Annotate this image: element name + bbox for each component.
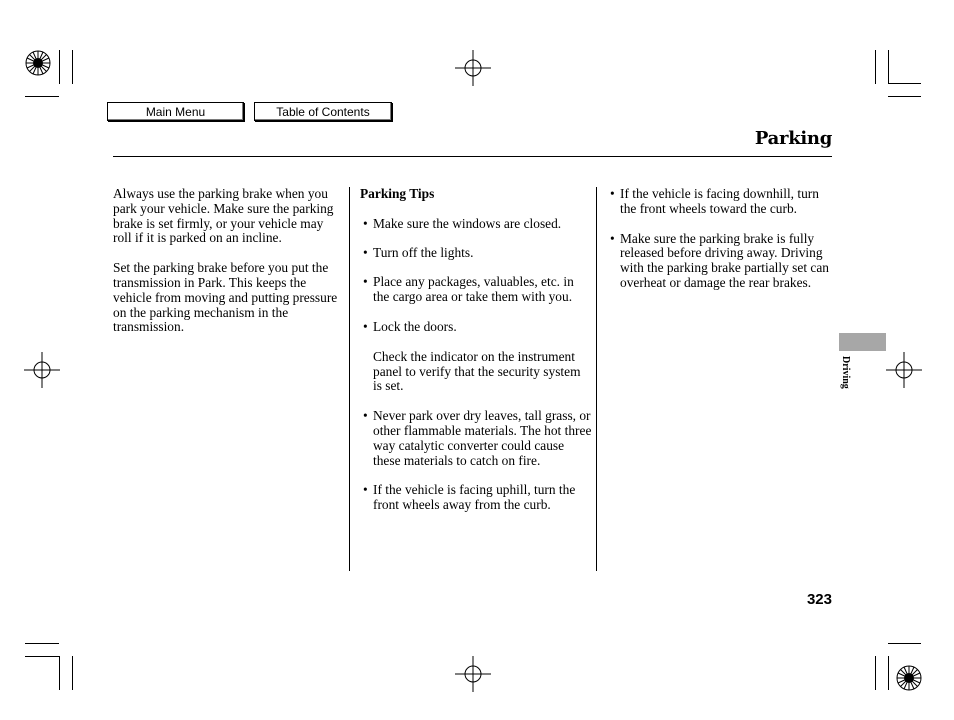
list-item-text: Make sure the parking brake is fully released before driving away. Driving with the parking brake partially set can overheat or damage the rear brakes. — [620, 230, 829, 290]
registration-target-icon — [455, 50, 491, 86]
list-item — [607, 232, 832, 291]
list-item-text: If the vehicle is facing downhill, turn the front wheels toward the curb. — [620, 186, 819, 216]
parking-tips-column — [360, 187, 592, 513]
list-item-text: Make sure the windows are closed. — [373, 215, 562, 231]
list-item-text: Never park over dry leaves, tall grass, or other flammable materials. The hot three way catalytic converter could cause these materials to catch on fire. — [373, 408, 592, 468]
intro-column — [113, 187, 341, 335]
column-divider — [596, 187, 597, 571]
list-item — [607, 187, 832, 217]
starburst-mark-icon — [895, 664, 923, 692]
list-item-text: Lock the doors. — [373, 318, 457, 334]
starburst-mark-icon — [24, 49, 52, 77]
registration-target-icon — [24, 352, 60, 388]
list-item — [360, 320, 592, 394]
page-number: 323 — [806, 591, 832, 608]
list-item-note: Check the indicator on the instrument panel to verify that the security system is set. — [373, 348, 581, 394]
bullet: • — [363, 274, 368, 290]
bullet: • — [610, 230, 615, 246]
page-title: Parking — [754, 128, 832, 149]
table-of-contents-button[interactable]: Table of Contents — [254, 102, 392, 121]
section-heading: Parking Tips — [360, 186, 435, 201]
list-item — [360, 409, 592, 468]
list-item — [360, 483, 592, 513]
bullet: • — [363, 408, 368, 424]
list-item-text: Place any packages, valuables, etc. in the cargo area or take them with you. — [373, 274, 574, 305]
list-item — [360, 275, 592, 305]
main-menu-button[interactable]: Main Menu — [107, 102, 244, 121]
intro-paragraph: Always use the parking brake when you park your vehicle. Make sure the parking brake is set firmly, or your vehicle may roll if it is parked on an incline. — [113, 186, 334, 246]
bullet: • — [363, 482, 368, 498]
list-item-text: Turn off the lights. — [373, 244, 474, 260]
tips-continued-column — [607, 187, 832, 291]
column-divider — [349, 187, 350, 571]
bullet: • — [363, 215, 368, 231]
intro-paragraph: Set the parking brake before you put the transmission in Park. This keeps the vehicle from moving and putting pressure on the parking mechanism in the transmission. — [113, 260, 338, 335]
section-tab-label: Driving — [840, 356, 851, 389]
bullet: • — [363, 318, 368, 334]
registration-target-icon — [886, 352, 922, 388]
list-item — [360, 217, 592, 232]
bullet: • — [610, 186, 615, 201]
bullet: • — [363, 244, 368, 260]
registration-target-icon — [455, 656, 491, 692]
header-rule — [113, 156, 832, 157]
list-item — [360, 246, 592, 261]
list-item-text: If the vehicle is facing uphill, turn the front wheels away from the curb. — [373, 482, 576, 513]
section-tab — [839, 333, 886, 351]
